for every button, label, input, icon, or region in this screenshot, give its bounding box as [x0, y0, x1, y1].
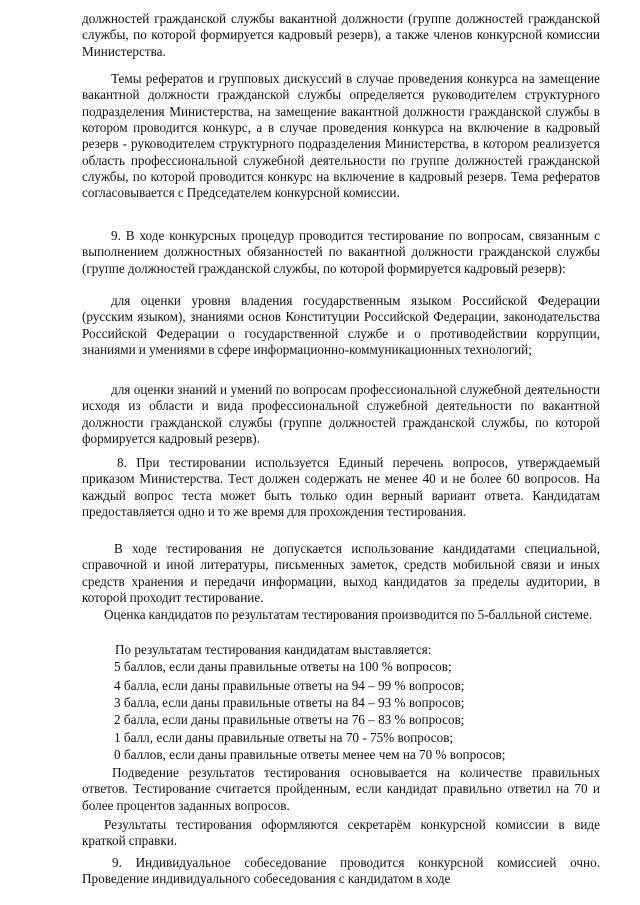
paragraph-testing-language: для оценки уровня владения государственным языком Российской Федерации (русским языком), знаниями основ Конституции Российской Федерации, законодательства Российской Федерации о государственной службе и о противодействии коррупции, знаниями и умениями в сфере информационно-коммуникационных технологий; [82, 293, 600, 358]
paragraph-testing-prohibitions: В ходе тестирования не допускается использование кандидатами специальной, справочной и иной литературы, письменных заметок, средств мобильной связи и иных средств хранения и передачи информации, выход кандидатов за пределы аудитории, в которой проходит тестирование. [82, 541, 600, 606]
paragraph-testing-intro: 9. В ходе конкурсных процедур проводится тестирование по вопросам, связанным с выполнением должностных обязанностей по вакантной должности гражданской службы (группе должностей гражданской службы, по которой формируется кадровый резерв): [82, 228, 600, 276]
score-line-5: 5 баллов, если даны правильные ответы на 100 % вопросов; [114, 659, 452, 674]
paragraph-essay-topics: Темы рефератов и групповых дискуссий в случае проведения конкурса на замещение вакантной должности гражданской службы определяется руководителем структурного подразделения Министерства, на замещение вакантной должности гражданской службы в котором проводится конкурс, а в случае проведения конкурса на включение в кадровый резерв - руководителем структурного подразделения Министерства, в котором реализуется область профессиональной служебной деятельности по группе должностей гражданской службы, по которой проводится конкурс на включение в кадровый резерв. Тема рефератов согласовывается с Председателем конкурсной комиссии. [82, 71, 600, 201]
paragraph-commission-members: должностей гражданской службы вакантной должности (группе должностей гражданской службы, по которой формируется кадровый резерв), а также членов конкурсной комиссии Министерства. [82, 11, 600, 59]
score-line-4: 4 балла, если даны правильные ответы на 94 – 99 % вопросов; [114, 678, 465, 693]
scoring-intro: По результатам тестирования кандидатам выставляется: [115, 642, 432, 657]
paragraph-results-basis: Подведение результатов тестирования основывается на количестве правильных ответов. Тестирование считается пройденным, если кандидат правильно ответил на 70 и более процентов заданных вопросов. [82, 765, 600, 813]
score-line-3: 3 балла, если даны правильные ответы на 84 – 93 % вопросов; [114, 695, 465, 710]
score-line-2: 2 балла, если даны правильные ответы на 76 – 83 % вопросов; [114, 712, 465, 727]
score-line-0: 0 баллов, если даны правильные ответы менее чем на 70 % вопросов; [114, 747, 506, 762]
paragraph-interview: 9. Индивидуальное собеседование проводится конкурсной комиссией очно. Проведение индивидуального собеседования с кандидатом в ходе [82, 855, 600, 887]
score-line-1: 1 балл, если даны правильные ответы на 70 - 75% вопросов; [114, 730, 454, 745]
paragraph-testing-professional: для оценки знаний и умений по вопросам профессиональной служебной деятельности исходя из области и вида профессиональной служебной деятельности по вакантной должности гражданской службы (группе должностей гражданской службы, по которой формируется кадровый резерв). [82, 382, 600, 447]
paragraph-scoring-system: Оценка кандидатов по результатам тестирования производится по 5-балльной системе. [104, 607, 593, 622]
paragraph-results-report: Результаты тестирования оформляются секретарём конкурсной комиссии в виде краткой справки. [82, 817, 600, 849]
paragraph-question-list: 8. При тестировании используется Единый перечень вопросов, утверждаемый приказом Министерства. Тест должен содержать не менее 40 и не более 60 вопросов. На каждый вопрос теста может быть только один верный вариант ответа. Кандидатам предоставляется одно и то же время для прохождения тестирования. [82, 455, 600, 520]
